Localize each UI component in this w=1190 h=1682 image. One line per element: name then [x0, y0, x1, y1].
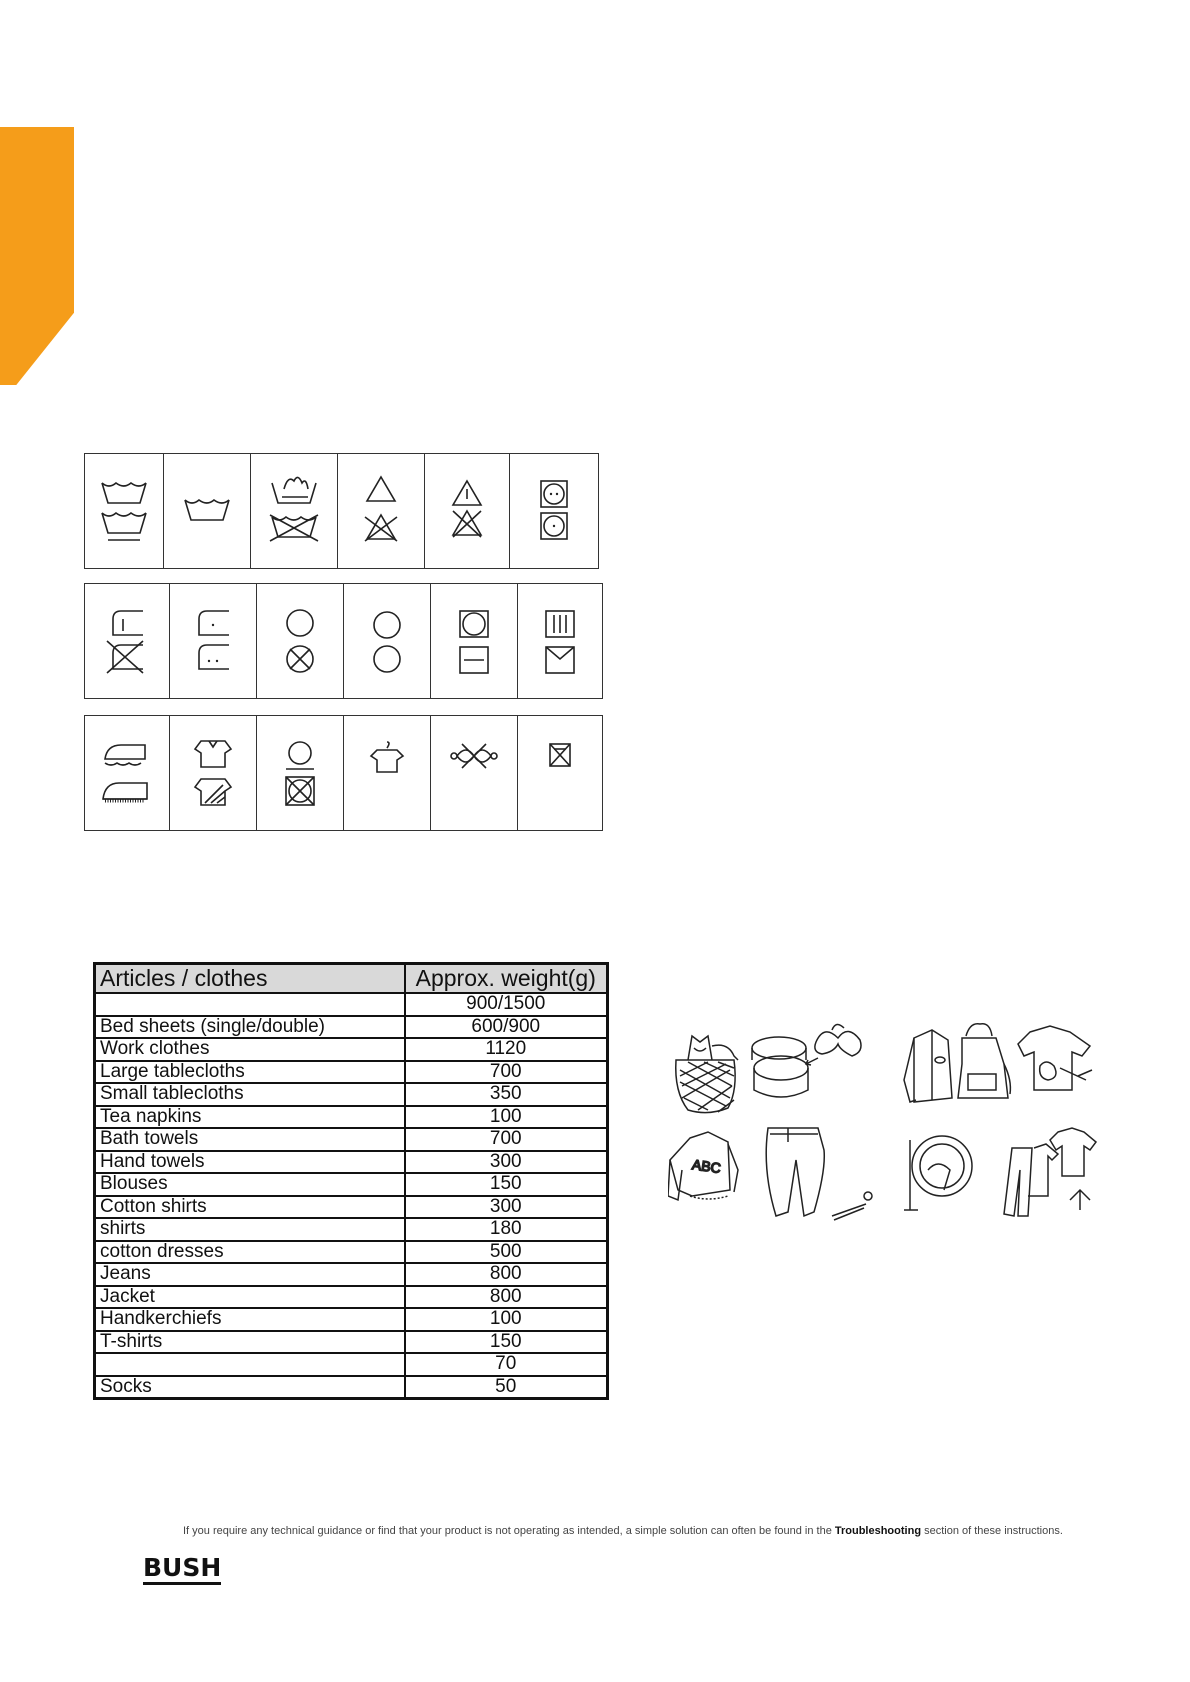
note-troubleshooting-link[interactable]: Troubleshooting	[834, 1525, 922, 1537]
weight-cell: 100	[405, 1106, 608, 1129]
table-row	[95, 1061, 608, 1084]
weight-cell: 300	[405, 1151, 608, 1174]
article-cell: Small tablecloths	[95, 1083, 405, 1106]
weight-cell: 500	[405, 1241, 608, 1264]
table-row	[95, 1241, 608, 1264]
dry-clean-circle-icon	[344, 584, 431, 699]
table-row	[95, 1128, 608, 1151]
svg-text:ABC: ABC	[691, 1156, 722, 1177]
hanger-shirt-icon	[344, 716, 431, 831]
logo-text: BUSH	[143, 1553, 221, 1585]
article-cell: Handkerchiefs	[95, 1308, 405, 1331]
article-cell: cotton dresses	[95, 1241, 405, 1264]
no-dry-clean-icon	[257, 716, 344, 831]
garments-illustration	[900, 1020, 1120, 1225]
dry-clean-icon	[257, 584, 344, 699]
article-cell: Tea napkins	[95, 1106, 405, 1129]
article-cell: Bath towels	[95, 1128, 405, 1151]
weight-cell: 600/900	[405, 1016, 608, 1039]
header-weight: Approx. weight(g)	[405, 964, 608, 994]
table-row	[95, 1196, 608, 1219]
delicates-illustration	[668, 1020, 878, 1245]
article-cell: Bed sheets (single/double)	[95, 1016, 405, 1039]
article-cell: Jacket	[95, 1286, 405, 1309]
no-wring-icon	[431, 716, 518, 831]
article-cell: T-shirts	[95, 1331, 405, 1354]
article-cell: shirts	[95, 1218, 405, 1241]
article-cell: Socks	[95, 1376, 405, 1399]
table-row	[95, 1331, 608, 1354]
article-cell	[95, 993, 405, 1016]
bleach-icon	[338, 454, 425, 569]
hand-wash-icon	[251, 454, 338, 569]
weight-cell: 50	[405, 1376, 608, 1399]
article-cell: Large tablecloths	[95, 1061, 405, 1084]
drip-dry-icon	[85, 584, 170, 699]
article-cell	[95, 1353, 405, 1376]
article-cell: Hand towels	[95, 1151, 405, 1174]
table-row	[95, 1151, 608, 1174]
care-symbols-row-1	[84, 453, 599, 569]
table-row	[95, 1308, 608, 1331]
iron-icon	[85, 716, 170, 831]
header-article: Articles / clothes	[95, 964, 405, 994]
troubleshooting-note	[183, 1525, 1143, 1537]
article-cell: Cotton shirts	[95, 1196, 405, 1219]
weight-cell: 150	[405, 1331, 608, 1354]
weight-cell: 150	[405, 1173, 608, 1196]
wash-tub-gentle-icon	[164, 454, 251, 569]
tumble-dry-square-icon	[431, 584, 518, 699]
table-row	[95, 1038, 608, 1061]
weight-cell: 800	[405, 1263, 608, 1286]
table-row	[95, 1016, 608, 1039]
table-row	[95, 1218, 608, 1241]
table-header-row	[95, 964, 608, 994]
weight-cell: 700	[405, 1061, 608, 1084]
table-row	[95, 1376, 608, 1399]
weight-cell: 900/1500	[405, 993, 608, 1016]
table-row	[95, 1353, 608, 1376]
tumble-dry-icon	[510, 454, 599, 569]
shirt-icon	[170, 716, 257, 831]
laundry-weights-table	[93, 962, 609, 1400]
table-row	[95, 1083, 608, 1106]
table-row	[95, 1286, 608, 1309]
chlorine-bleach-icon	[425, 454, 510, 569]
line-dry-icon	[170, 584, 257, 699]
section-tab	[0, 127, 74, 385]
care-symbols-row-3	[84, 715, 603, 831]
weight-cell: 800	[405, 1286, 608, 1309]
article-cell: Work clothes	[95, 1038, 405, 1061]
weight-cell: 1120	[405, 1038, 608, 1061]
article-cell: Jeans	[95, 1263, 405, 1286]
weight-cell: 180	[405, 1218, 608, 1241]
care-symbols-row-2	[84, 583, 603, 699]
dry-flat-icon	[518, 584, 603, 699]
note-text-before: If you require any technical guidance or find that your product is not operating as intended, a simple solution can often be found in the	[183, 1525, 835, 1537]
article-cell: Blouses	[95, 1173, 405, 1196]
table-row	[95, 1263, 608, 1286]
bush-logo	[143, 1553, 221, 1582]
table-row	[95, 1106, 608, 1129]
no-tumble-icon	[518, 716, 603, 831]
weight-cell: 300	[405, 1196, 608, 1219]
wash-tub-icon	[85, 454, 164, 569]
weight-cell: 70	[405, 1353, 608, 1376]
table-row	[95, 1173, 608, 1196]
note-text-after: section of these instructions.	[921, 1525, 1063, 1537]
weight-cell: 700	[405, 1128, 608, 1151]
weight-cell: 100	[405, 1308, 608, 1331]
weight-cell: 350	[405, 1083, 608, 1106]
table-row	[95, 993, 608, 1016]
